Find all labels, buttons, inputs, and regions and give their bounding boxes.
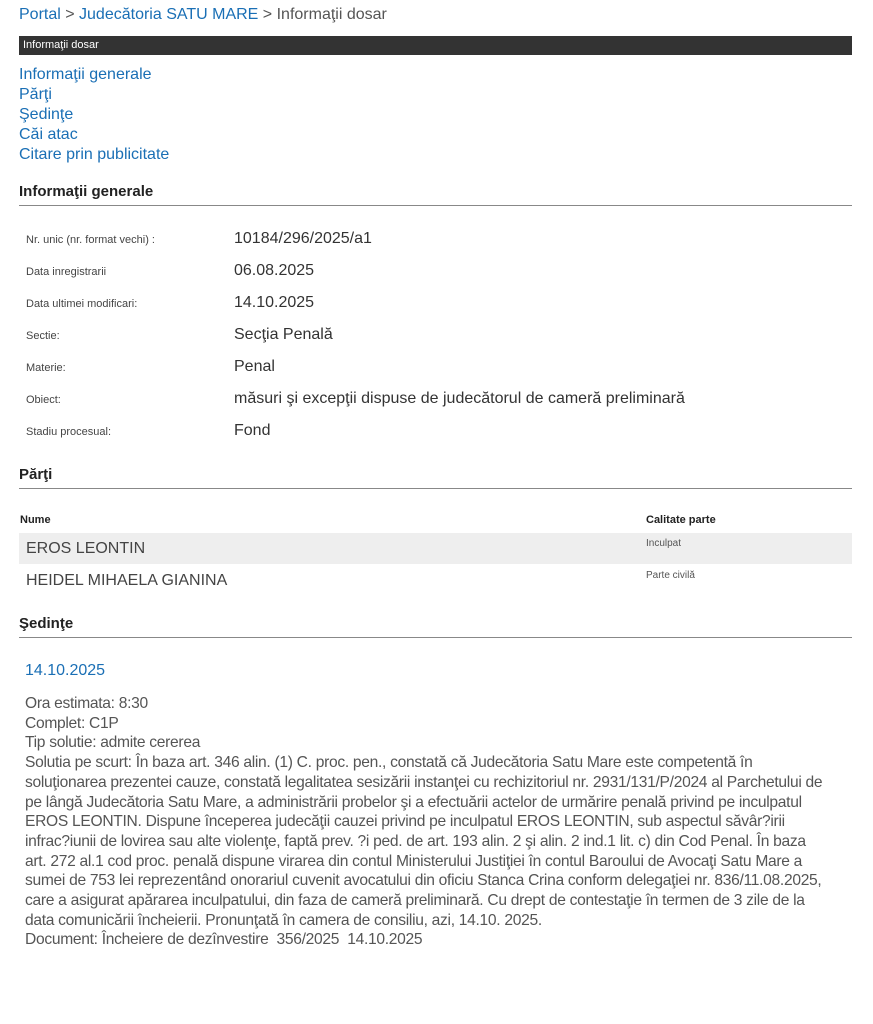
- section-title-parti: Părţi: [19, 466, 852, 489]
- info-value: măsuri şi excepţii dispuse de judecătorul de cameră preliminară: [234, 390, 685, 407]
- info-value: 14.10.2025: [234, 294, 315, 311]
- breadcrumb: [19, 6, 387, 24]
- breadcrumb-portal[interactable]: Portal: [19, 6, 61, 23]
- info-label: Materie:: [26, 362, 66, 374]
- breadcrumb-sep: >: [60, 6, 80, 23]
- hearing-panel: Complet: C1P: [25, 714, 119, 732]
- info-row: [26, 326, 846, 362]
- info-label: Data ultimei modificari:: [26, 298, 138, 310]
- info-row: [26, 294, 846, 330]
- col-header-role: Calitate parte: [646, 514, 716, 526]
- nav-cai-atac[interactable]: Căi atac: [19, 126, 78, 143]
- section-title-general: Informaţii generale: [19, 183, 852, 206]
- table-row: [19, 565, 852, 596]
- info-label: Obiect:: [26, 394, 61, 406]
- solution-type: Tip solutie: admite cererea: [25, 734, 201, 752]
- nav-informatii-generale[interactable]: Informaţii generale: [19, 66, 152, 83]
- nav-parti[interactable]: Părţi: [19, 86, 52, 103]
- breadcrumb-current: Informaţii dosar: [276, 6, 387, 23]
- title-bar: Informaţii dosar: [19, 36, 852, 55]
- info-label: Sectie:: [26, 330, 60, 342]
- info-label: Data inregistrarii: [26, 266, 107, 278]
- info-row: [26, 390, 846, 426]
- section-nav: [19, 65, 169, 165]
- info-value: Penal: [234, 358, 275, 375]
- nav-citare[interactable]: Citare prin publicitate: [19, 146, 170, 163]
- table-row: [19, 533, 852, 564]
- section-title-sedinte: Şedinţe: [19, 615, 852, 638]
- info-label: Nr. unic (nr. format vechi) :: [26, 234, 155, 246]
- info-label: Stadiu procesual:: [26, 426, 111, 438]
- col-header-name: Nume: [20, 514, 51, 526]
- hearing-time: Ora estimata: 8:30: [25, 695, 148, 712]
- info-row: [26, 262, 846, 298]
- party-role: Parte civilă: [646, 570, 695, 581]
- info-value: 06.08.2025: [234, 262, 315, 279]
- info-value: Secţia Penală: [234, 326, 333, 343]
- hearing-date: 14.10.2025: [25, 662, 106, 679]
- nav-sedinte[interactable]: Şedinţe: [19, 106, 74, 123]
- info-row: [26, 230, 846, 266]
- breadcrumb-sep: >: [258, 6, 277, 23]
- info-value: 10184/296/2025/a1: [234, 230, 372, 247]
- party-name: HEIDEL MIHAELA GIANINA: [26, 572, 228, 589]
- info-row: [26, 422, 846, 458]
- hearing-document: Document: Încheiere de dezînvestire 356/2025 14.10.2025: [25, 931, 423, 949]
- info-value: Fond: [234, 422, 271, 439]
- solution-summary: Solutia pe scurt: În baza art. 346 alin. (1) C. proc. pen., constată că Judecătoria Satu Mare este competentă în soluţionarea prezentei cauze, constată legalitatea sesizării instanţei cu rechizitoriul nr. 2931/131/P/2024 al Parchetului de pe lângă Judecătoria Satu Mare, a administrării probelor şi a efectuării actelor de urmărire penală privind pe inculpatul EROS LEONTIN. Dispune începerea judecăţii cauzei privind pe inculpatul EROS LEONTIN, sub aspectul săvâr?irii infrac?iunii de lovirea sau alte violenţe, faptă prev. ?i ped. de art. 193 alin. 2 şi alin. 2 ind.1 lit. c) din Cod Penal. În baza art. 272 al.1 cod proc. penală dispune virarea din contul Ministerului Justiţiei în contul Baroului de Avocaţi Satu Mare a sumei de 753 lei reprezentând onorariul cuvenit avocatului din oficiu Stanca Crina conform delegaţiei nr. 836/11.08.2025, care a asigurat apărarea inculpatului, din faza de cameră preliminară. Cu drept de contestaţie în termen de 3 zile de la data comunicării încheierii. Pronunţată în camera de consiliu, azi, 14.10. 2025.: [25, 754, 823, 929]
- breadcrumb-court[interactable]: Judecătoria SATU MARE: [79, 6, 259, 23]
- party-name: EROS LEONTIN: [26, 540, 146, 557]
- hearing-details: [25, 694, 825, 950]
- party-role: Inculpat: [646, 538, 682, 549]
